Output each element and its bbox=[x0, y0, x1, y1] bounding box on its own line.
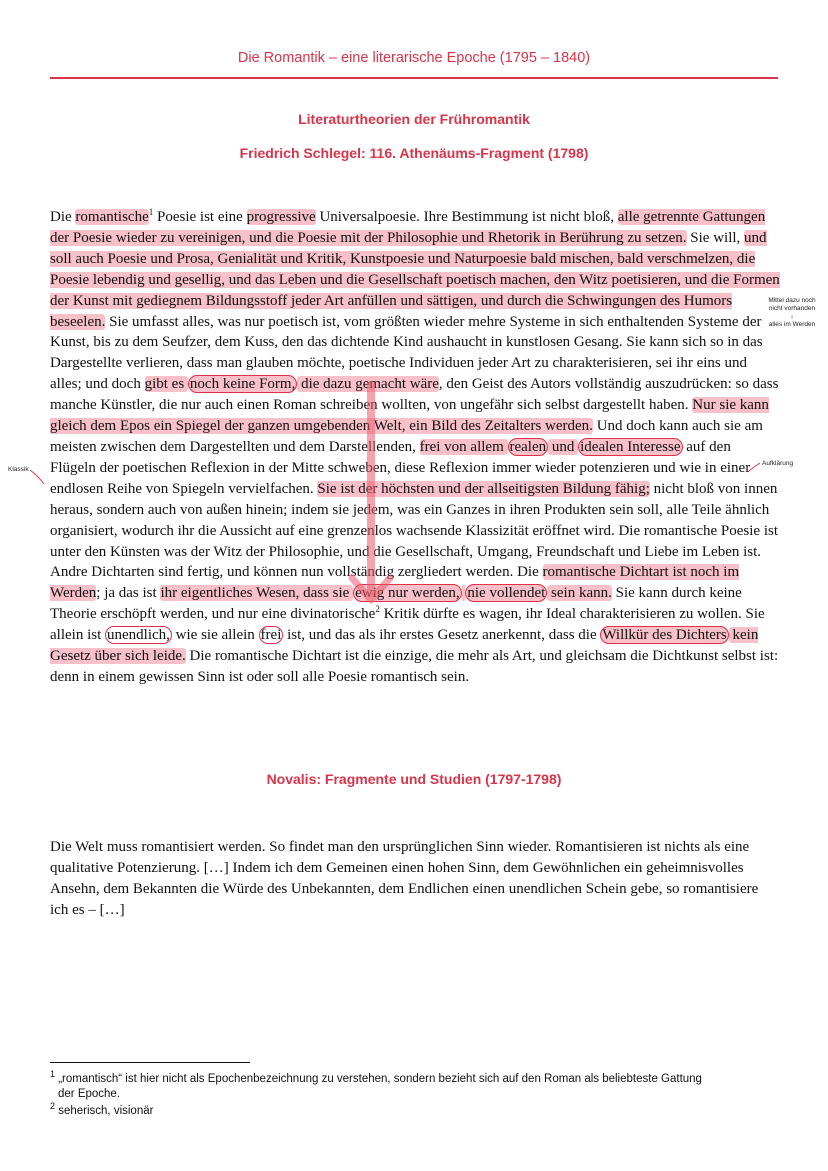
highlighted-text: kein Gesetz über sich leide. bbox=[50, 627, 759, 665]
novalis-fragment-text: Die Welt muss romantisiert werden. So findet man den ursprünglichen Sinn wieder. Romantisieren ist nichts als eine qualitative Potenzierung. […] Indem ich dem Gemeinen einen hohen Sinn, dem Gewöhnlichen ein geheimnisvolles Ansehn, dem Bekannten die Würde des Unbekannten, dem Endlichen einen unendlichen Schein gebe, so romantisiere ich es – […] bbox=[50, 839, 759, 918]
footnote-reference: 1 bbox=[148, 207, 154, 217]
highlighted-text: Sie ist der höchsten und der allseitigsten Bildung fähig; bbox=[317, 480, 650, 497]
footnote-text: „romantisch“ ist hier nicht als Epochenbezeichnung zu verstehen, sondern bezieht sich auf den Roman als beliebteste Gattung bbox=[55, 1073, 702, 1085]
highlighted-text: Nur sie kann gleich dem Epos ein Spiegel der ganzen umgebenden Welt, ein Bild des Zeitalters werden. bbox=[50, 397, 769, 435]
footnote-divider bbox=[50, 1062, 250, 1063]
page-header-title: Die Romantik – eine literarische Epoche (1795 – 1840) bbox=[237, 50, 591, 66]
text-run: Kritik dürfte es wagen, ihr Ideal charakterisieren zu wollen. Sie allein ist bbox=[50, 606, 765, 644]
circled-text: noch keine Form, bbox=[189, 376, 296, 393]
margin-note-aufklaerung: Aufklärung bbox=[762, 460, 794, 467]
circled-text: realen bbox=[509, 438, 547, 455]
schlegel-fragment-text bbox=[50, 207, 780, 688]
header-divider bbox=[50, 77, 778, 79]
text-run: Sie umfasst alles, was nur poetisch ist, vom größten wieder mehre Systeme in sich enthaltenden Systeme der Kunst, bis zu dem Seufzer, dem Kuss, den das dichtende Kind aushaucht in kunstlosen Gesang. Sie kann sich so in das Dargestellte verlieren, dass man glauben möchte, poetische Individuen jeder Art zu charakterisieren, sei ihr eins und alles; und doch bbox=[50, 313, 763, 393]
highlighted-text: romantische bbox=[75, 209, 149, 225]
section-heading-theories: Literaturtheorien der Frühromantik bbox=[298, 111, 530, 127]
margin-note-line: alles im Werden bbox=[768, 321, 816, 328]
circled-text: frei bbox=[260, 627, 282, 644]
highlighted-text: frei von allem bbox=[419, 438, 508, 455]
footnote-mark: 1 bbox=[50, 1069, 56, 1080]
text-run: ; ja das ist bbox=[96, 585, 161, 602]
margin-note-line: Mittel dazu noch bbox=[768, 297, 816, 304]
klassik-pointer bbox=[30, 470, 44, 484]
text-run: Poesie ist eine bbox=[153, 209, 247, 225]
highlighted-text: und soll auch Poesie und Prosa, Genialität und Kritik, Kunstpoesie und Naturpoesie bald mischen, bald verschmelzen, die Poesie lebendig und gesellig, und das Leben und die Gesellschaft poetisch machen, den Witz poetisieren, und die Formen der Kunst mit gediegnem Bildungsstoff jeder Art anfüllen und sättigen, und durch die Schwingungen des Humors beseelen. bbox=[50, 229, 780, 330]
text-run: nicht bloß von innen heraus, sondern auch von außen hinein; indem sie jedem, was ein Ganzes in ihren Produkten sein soll, alle Teile ähnlich organisiert, wodurch ihr die Aussicht auf eine grenzenlos wachsende Klassizität eröffnet wird. Die romantische Poesie ist unter den Künsten was der Witz der Philosophie, und die Gesellschaft, Umgang, Freundschaft und Liebe im Leben ist. Andre Dichtarten sind fertig, und können nun vollständig zergliedert werden. Die bbox=[50, 480, 778, 581]
text-run: ist, und das als ihr erstes Gesetz anerkennt, dass die bbox=[283, 627, 601, 644]
footnote-1 bbox=[50, 1069, 780, 1102]
text-run: , den Geist des Autors vollständig auszudrücken: so dass manche Künstler, die nur auch einen Roman schreiben wollten, von ungefähr sich selbst dargestellt haben. bbox=[50, 376, 779, 414]
footnote-2 bbox=[50, 1101, 780, 1119]
footnote-text: seherisch, visionär bbox=[55, 1105, 154, 1117]
highlighted-text: und bbox=[548, 438, 579, 455]
highlighted-text: alle getrennte Gattungen der Poesie wieder zu vereinigen, und die Poesie mit der Philosophie und Rhetorik in Berührung zu setzen. bbox=[50, 209, 766, 246]
circled-text: nie vollendet bbox=[467, 585, 546, 602]
circled-text: Willkür des Dichters bbox=[602, 627, 727, 644]
highlighted-text: ihr eigentliches Wesen, dass sie bbox=[160, 585, 354, 602]
text-run: wie sie allein bbox=[171, 627, 259, 644]
circled-text: idealen Interesse bbox=[580, 438, 681, 455]
text-run: Universalpoesie. Ihre Bestimmung ist nicht bloß, bbox=[315, 209, 618, 225]
margin-note-arrow: ↓ bbox=[790, 313, 794, 320]
footnote-text-continued: der Epoche. bbox=[58, 1088, 121, 1100]
margin-note-mittel bbox=[762, 297, 822, 329]
text-run: Sie kann durch keine Theorie erschöpft werden, und nur eine divinatorische bbox=[50, 585, 742, 623]
highlighted-text: die dazu gemacht wäre bbox=[297, 376, 439, 393]
section-heading-novalis: Novalis: Fragmente und Studien (1797-1798) bbox=[266, 771, 562, 787]
highlighted-text: progressive bbox=[246, 209, 316, 225]
circled-text: unendlich, bbox=[107, 627, 170, 644]
circled-text: ewig nur werden, bbox=[355, 585, 460, 602]
highlighted-text: romantische Dichtart ist noch im Werden bbox=[50, 564, 740, 602]
footnote-mark: 2 bbox=[50, 1101, 56, 1112]
text-run: Die bbox=[50, 209, 76, 225]
margin-note-line: nicht vorhanden bbox=[768, 305, 816, 312]
text-run: auf den Flügeln der poetischen Reflexion in der Mitte schweben, diese Reflexion immer wieder potenzieren und wie in einer endlosen Reihe von Spiegeln vervielfachen. bbox=[50, 438, 751, 497]
footnote-reference: 2 bbox=[375, 604, 380, 615]
highlighted-text: gibt es bbox=[144, 376, 188, 393]
text-run: Die romantische Dichtart ist die einzige, die mehr als Art, und gleichsam die Dichtkunst selbst ist: denn in einem gewissen Sinn ist oder soll alle Poesie romantisch sein. bbox=[50, 648, 779, 685]
highlighted-text: sein kann. bbox=[547, 585, 612, 602]
text-run: Und doch kann auch sie am meisten zwischen dem Dargestellten und dem Darstellenden, bbox=[50, 418, 763, 455]
text-run: Sie will, bbox=[686, 229, 745, 246]
section-subheading-schlegel: Friedrich Schlegel: 116. Athenäums-Fragment (1798) bbox=[239, 145, 589, 161]
margin-note-klassik: Klassik bbox=[8, 466, 29, 473]
